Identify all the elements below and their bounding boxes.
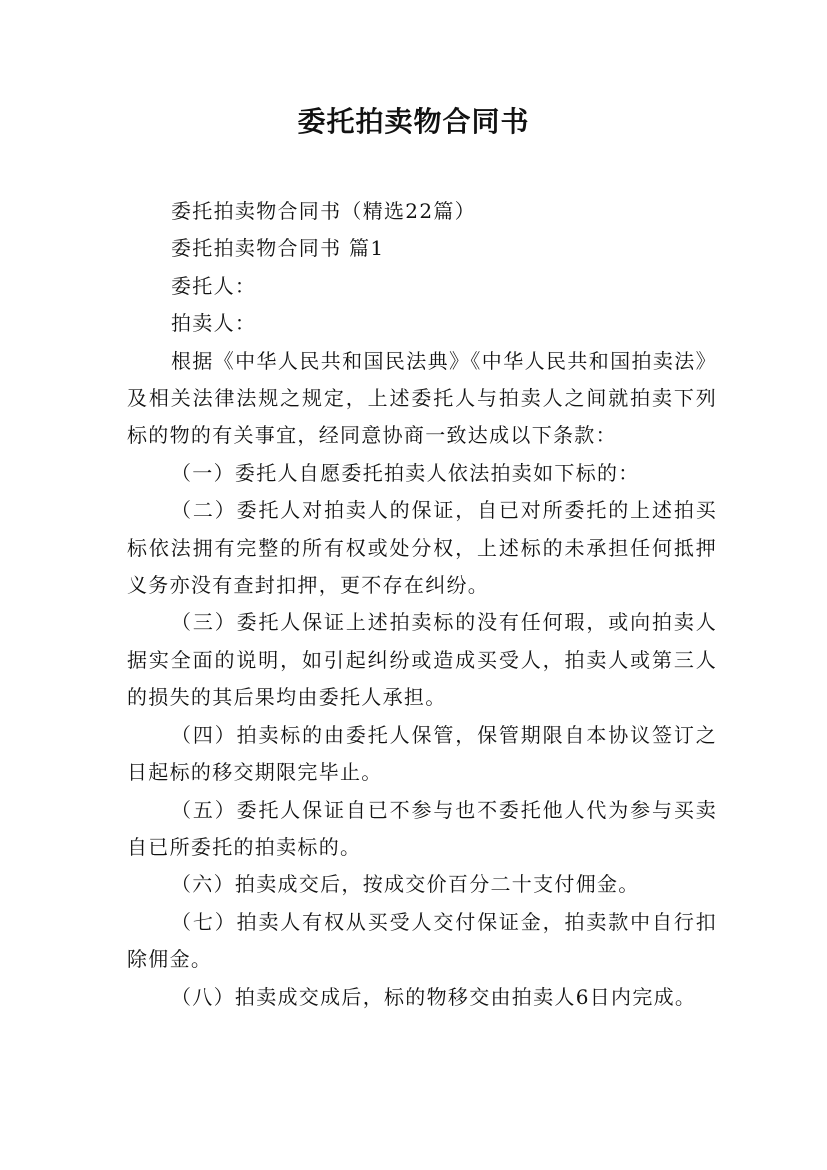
- paragraph-section-heading: 委托拍卖物合同书 篇1: [171, 236, 385, 261]
- clause-5: （五）委托人保证自已不参与也不委托他人代为参与买卖自已所委托的拍卖标的。: [127, 797, 717, 859]
- paragraph-principal: 委托人：: [171, 273, 257, 298]
- clause-3: （三）委托人保证上述拍卖标的没有任何瑕，或向拍卖人据实全面的说明，如引起纠纷或造成买受人，拍卖人或第三人的损失的其后果均由委托人承担。: [127, 610, 717, 710]
- clause-7: （七）拍卖人有权从买受人交付保证金，拍卖款中自行扣除佣金。: [127, 909, 717, 972]
- clause-4: （四）拍卖标的由委托人保管，保管期限自本协议签订之日起标的移交期限完毕止。: [127, 722, 717, 785]
- document-title: 委托拍卖物合同书: [297, 105, 530, 138]
- clause-2: （二）委托人对拍卖人的保证，自已对所委托的上述拍买标依法拥有完整的所有权或处分权，上述标的未承担任何抵押义务亦没有查封扣押，更不存在纠纷。: [127, 498, 717, 598]
- paragraph-auctioneer: 拍卖人：: [171, 311, 257, 336]
- clause-1: （一）委托人自愿委托拍卖人依法拍卖如下标的：: [171, 460, 640, 485]
- clause-8: （八）拍卖成交成后，标的物移交由拍卖人6日内完成。: [171, 984, 697, 1009]
- paragraph-preamble: 根据《中华人民共和国民法典》《中华人民共和国拍卖法》及相关法律法规之规定，上述委托人与拍卖人之间就拍卖下列标的物的有关事宜，经同意协商一致达成以下条款：: [127, 348, 717, 448]
- paragraph-subtitle: 委托拍卖物合同书（精选22篇）: [171, 199, 476, 223]
- clause-6: （六）拍卖成交后，按成交价百分二十支付佣金。: [171, 872, 640, 897]
- document-body: [127, 193, 717, 1016]
